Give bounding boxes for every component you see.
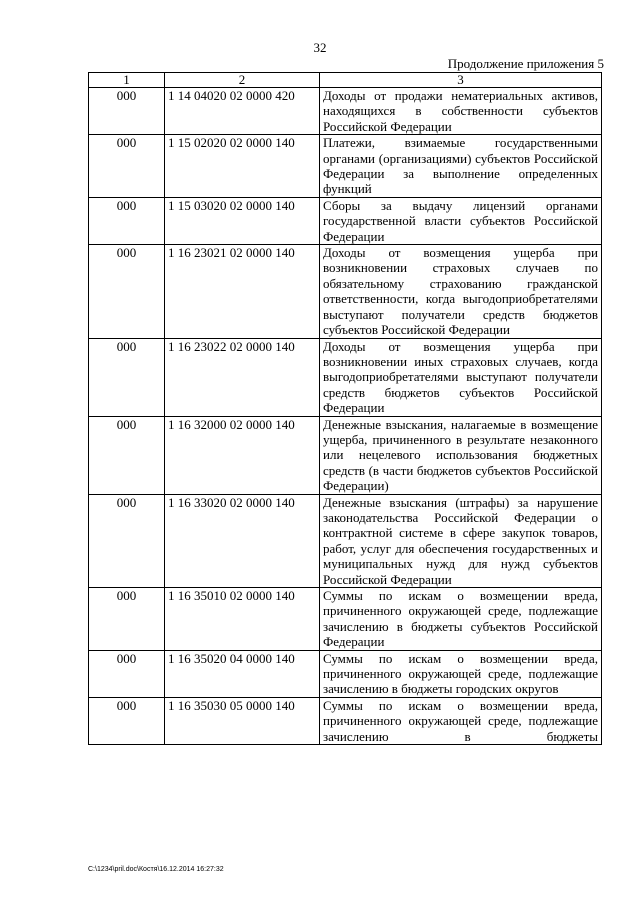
- table-row: [89, 697, 602, 744]
- table-row: [89, 588, 602, 651]
- table-row: [89, 245, 602, 338]
- table-row: [89, 338, 602, 416]
- revenue-name-text: Суммы по искам о возмещении вреда, причиненного окружающей среде, подлежащие зачислению в бюджеты: [323, 697, 598, 744]
- revenue-name-text: Доходы от возмещения ущерба при возникновении страховых случаев по обязательному страхованию гражданской ответственности, когда выгодоприобретателями выступают получатели средств бюджетов субъектов Российской Федерации: [323, 245, 598, 338]
- revenue-name-text: Доходы от возмещения ущерба при возникновении иных страховых случаев, когда выгодоприобретателями выступают получатели средств бюджетов субъектов Российской Федерации: [323, 338, 598, 416]
- revenue-name-text: Суммы по искам о возмещении вреда, причиненного окружающей среде, подлежащие зачислению в бюджеты городских округов: [323, 650, 598, 697]
- revenue-name-cell: [320, 650, 602, 697]
- revenue-name-cell: [320, 245, 602, 338]
- revenue-name-cell: [320, 197, 602, 244]
- table-header-row: [89, 73, 602, 88]
- revenue-name-cell: [320, 88, 602, 135]
- admin-code-cell: 000: [89, 245, 165, 338]
- revenue-code-cell: 1 16 23022 02 0000 140: [165, 338, 320, 416]
- admin-code-cell: 000: [89, 588, 165, 651]
- revenue-name-cell: [320, 338, 602, 416]
- table-body: [89, 88, 602, 745]
- revenue-name-text: Доходы от продажи нематериальных активов, находящихся в собственности субъектов Российской Федерации: [323, 88, 598, 134]
- revenue-code-cell: 1 16 35020 04 0000 140: [165, 650, 320, 697]
- file-path-footer: C:\1234\pril.doc\Костя\16.12.2014 16:27:32: [88, 866, 224, 873]
- table-row: [89, 88, 602, 135]
- revenue-name-cell: [320, 135, 602, 198]
- column-header-3: 3: [320, 73, 602, 88]
- revenue-code-cell: 1 16 23021 02 0000 140: [165, 245, 320, 338]
- page-number: 32: [313, 40, 327, 55]
- revenue-name-text: Суммы по искам о возмещении вреда, причиненного окружающей среде, подлежащие зачислению в бюджеты субъектов Российской Федерации: [323, 588, 598, 650]
- revenue-name-text: Денежные взыскания (штрафы) за нарушение законодательства Российской Федерации о контрактной системе в сфере закупок товаров, работ, услуг для обеспечения государственных и муниципальных нужд для нужд субъектов Российской Федерации: [323, 494, 598, 587]
- admin-code-cell: 000: [89, 197, 165, 244]
- admin-code-cell: 000: [89, 135, 165, 198]
- revenue-code-cell: 1 16 35030 05 0000 140: [165, 697, 320, 744]
- continuation-label: Продолжение приложения 5: [447, 56, 604, 71]
- revenue-name-cell: [320, 697, 602, 744]
- revenue-name-cell: [320, 588, 602, 651]
- revenue-code-cell: 1 16 35010 02 0000 140: [165, 588, 320, 651]
- revenue-name-text: Сборы за выдачу лицензий органами государственной власти субъектов Российской Федерации: [323, 197, 598, 244]
- revenue-name-cell: [320, 416, 602, 494]
- revenue-name-text: Денежные взыскания, налагаемые в возмещение ущерба, причиненного в результате незаконного или нецелевого использования бюджетных средств (в части бюджетов субъектов Российской Федерации): [323, 416, 598, 494]
- admin-code-cell: 000: [89, 88, 165, 135]
- revenue-name-cell: [320, 494, 602, 587]
- revenue-code-cell: 1 15 03020 02 0000 140: [165, 197, 320, 244]
- table-row: [89, 135, 602, 198]
- admin-code-cell: 000: [89, 416, 165, 494]
- revenue-code-cell: 1 15 02020 02 0000 140: [165, 135, 320, 198]
- table-row: [89, 650, 602, 697]
- column-header-2: 2: [165, 73, 320, 88]
- admin-code-cell: 000: [89, 650, 165, 697]
- table-row: [89, 494, 602, 587]
- revenue-code-cell: 1 14 04020 02 0000 420: [165, 88, 320, 135]
- revenue-code-cell: 1 16 32000 02 0000 140: [165, 416, 320, 494]
- table-row: [89, 197, 602, 244]
- revenue-code-cell: 1 16 33020 02 0000 140: [165, 494, 320, 587]
- revenue-codes-table: [88, 72, 602, 745]
- table-row: [89, 416, 602, 494]
- admin-code-cell: 000: [89, 494, 165, 587]
- revenue-name-text: Платежи, взимаемые государственными органами (организациями) субъектов Российской Федерации за выполнение определенных функций: [323, 135, 598, 197]
- admin-code-cell: 000: [89, 338, 165, 416]
- column-header-1: 1: [89, 73, 165, 88]
- admin-code-cell: 000: [89, 697, 165, 744]
